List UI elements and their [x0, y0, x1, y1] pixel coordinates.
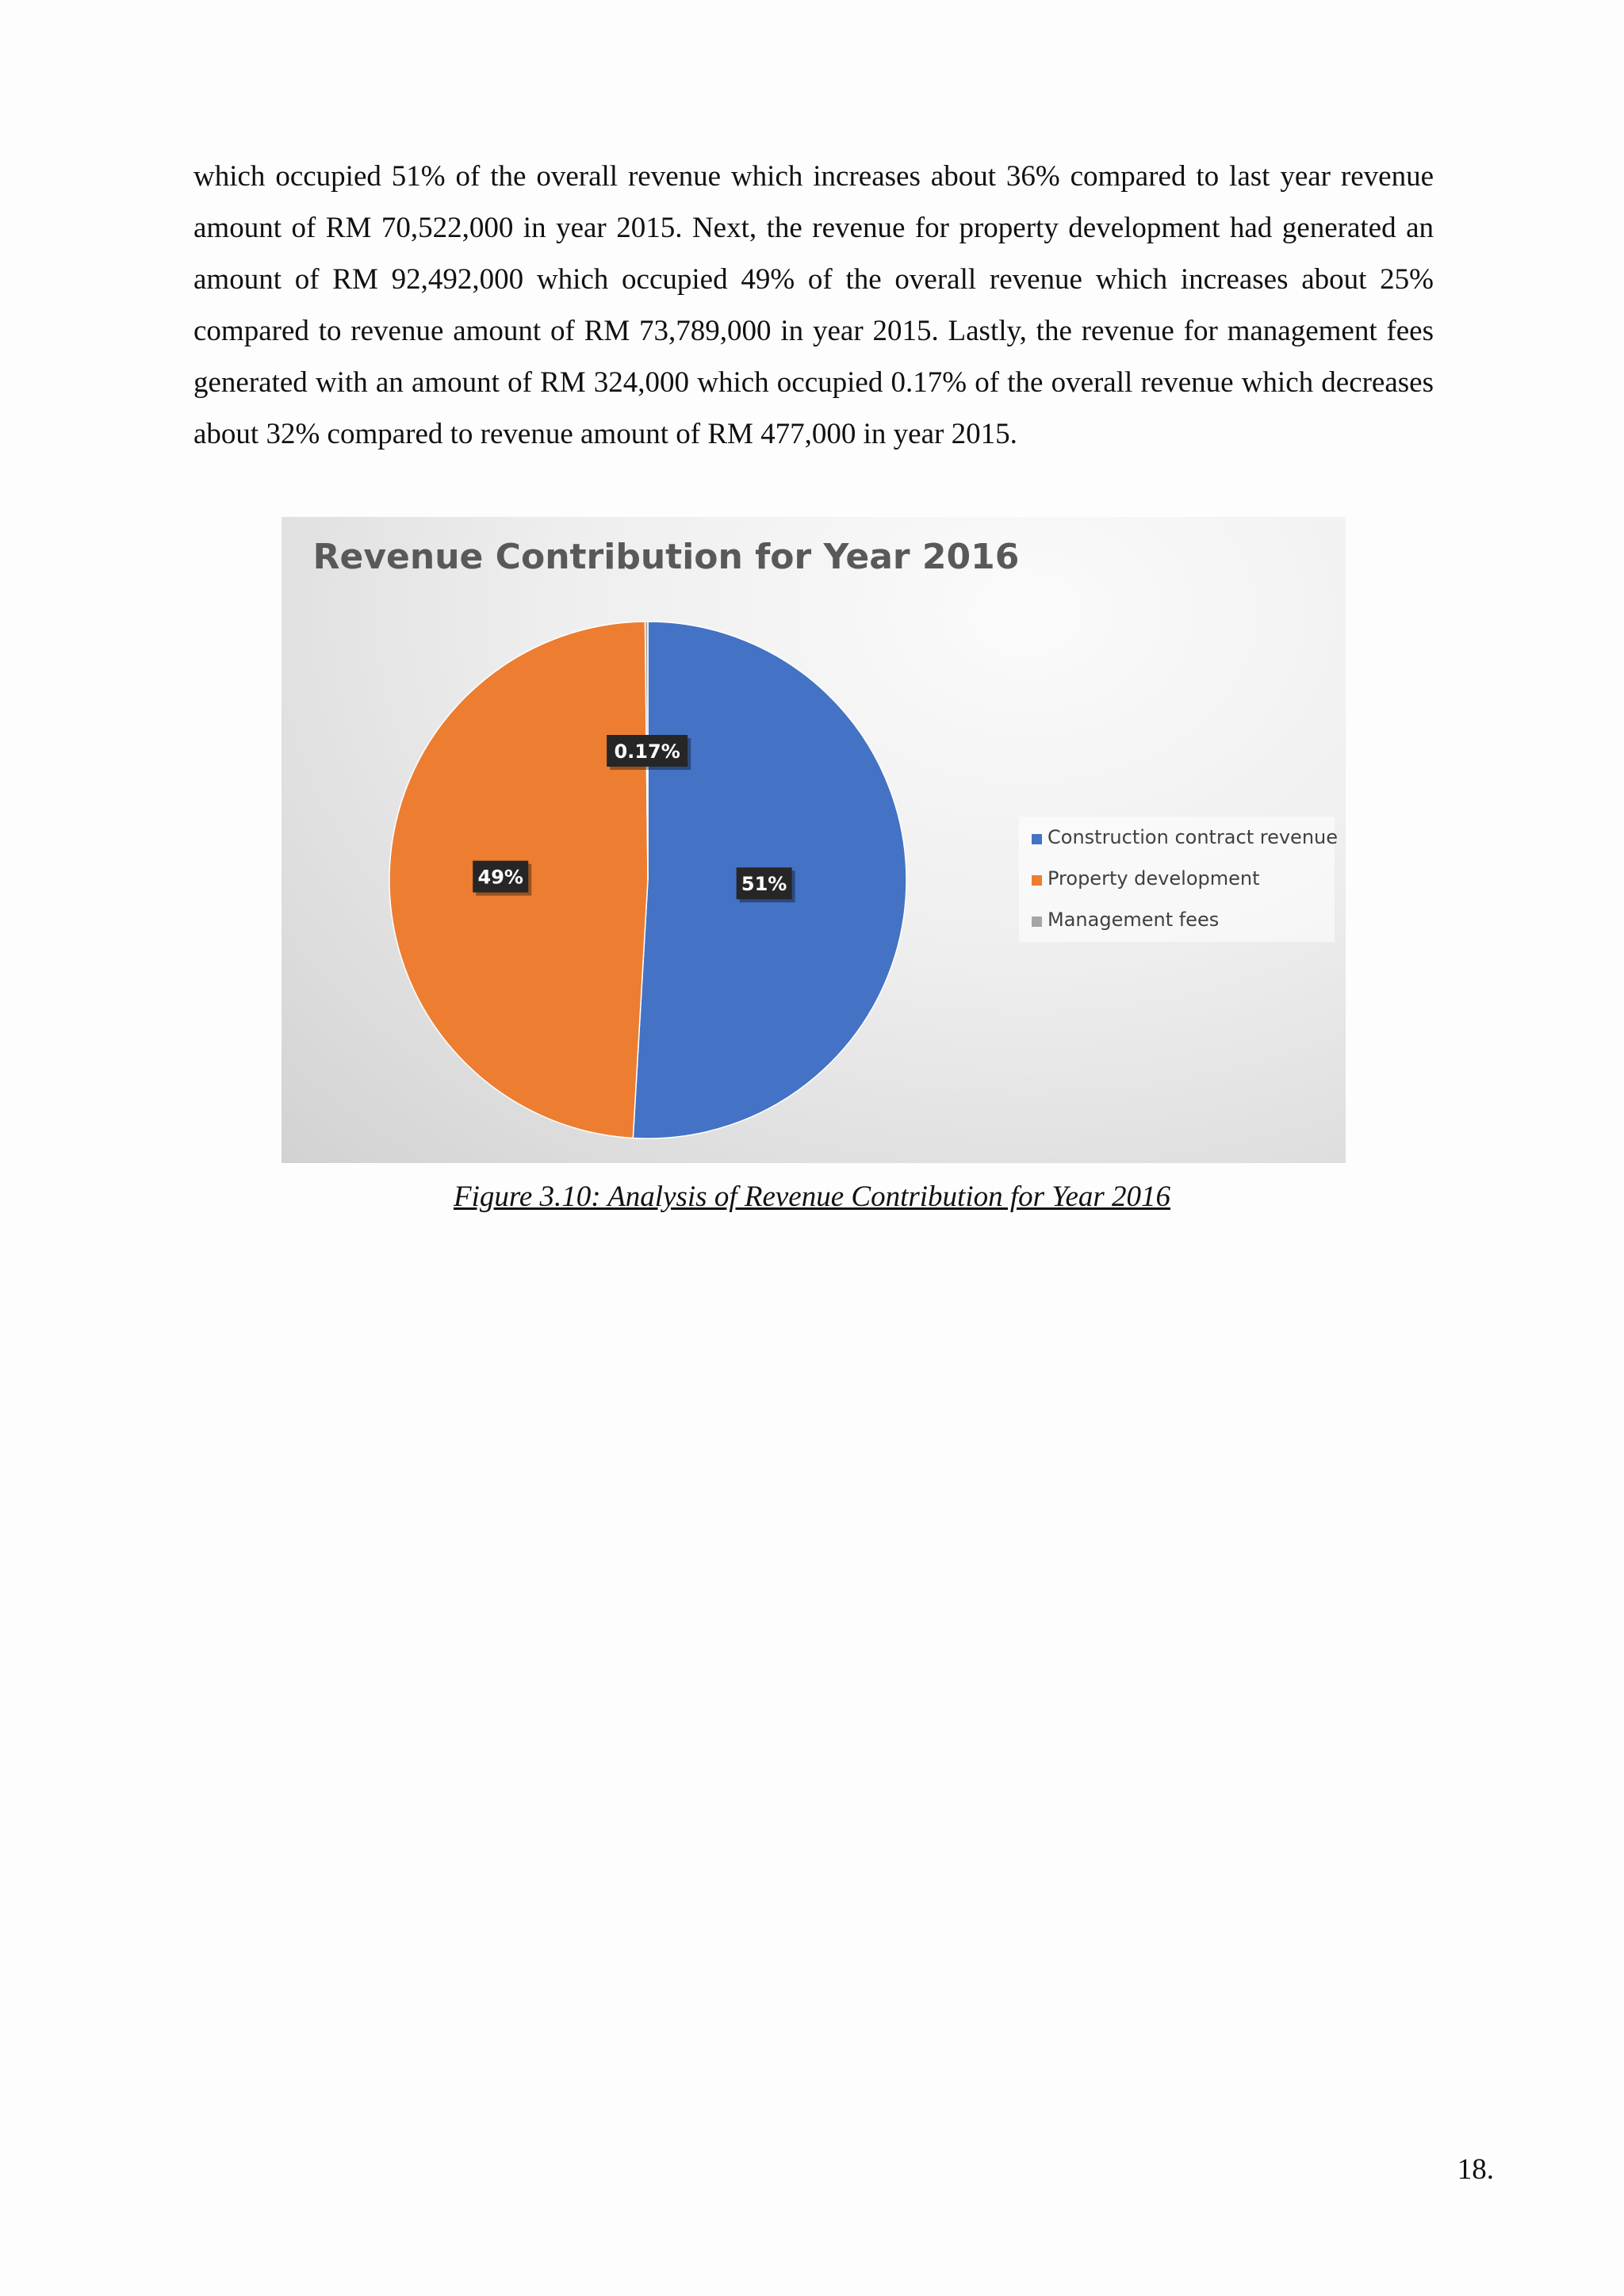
data-label-3: [607, 735, 691, 770]
legend-entry: [1032, 867, 1260, 890]
pie-slices: [389, 622, 906, 1138]
chart-title: Revenue Contribution for Year 2016: [312, 537, 1020, 577]
legend-label: Property development: [1048, 867, 1260, 890]
data-label-1: [737, 867, 795, 902]
data-label-2: [473, 861, 531, 896]
chart-legend: [1019, 817, 1338, 942]
data-label-text: 49%: [477, 866, 523, 889]
data-label-text: 0.17%: [614, 740, 680, 763]
figure-caption: Figure 3.10: Analysis of Revenue Contribution for Year 2016: [453, 1181, 1171, 1213]
pie-chart: [282, 517, 1346, 1163]
legend-swatch: [1032, 834, 1042, 844]
body-paragraph: which occupied 51% of the overall revenue which increases about 36% compared to last year revenue amount of RM 70,522,000 in year 2015. Next, the revenue for property development had generated an amount of RM 92,492,000 which occupied 49% of the overall revenue which increases about 25% compared to revenue amount of RM 73,789,000 in year 2015. Lastly, the revenue for management fees generated with an amount of RM 324,000 which occupied 0.17% of the overall revenue which decreases about 32% compared to revenue amount of RM 477,000 in year 2015.: [193, 160, 1434, 450]
legend-label: Management fees: [1048, 909, 1220, 931]
legend-entry: [1032, 909, 1219, 931]
legend-swatch: [1032, 916, 1042, 927]
legend-swatch: [1032, 875, 1042, 886]
legend-label: Construction contract revenue: [1048, 826, 1339, 848]
page-number: 18.: [1457, 2153, 1494, 2186]
data-label-text: 51%: [741, 873, 787, 896]
revenue-pie-chart-figure: [282, 517, 1346, 1163]
legend-entry: [1032, 826, 1338, 848]
